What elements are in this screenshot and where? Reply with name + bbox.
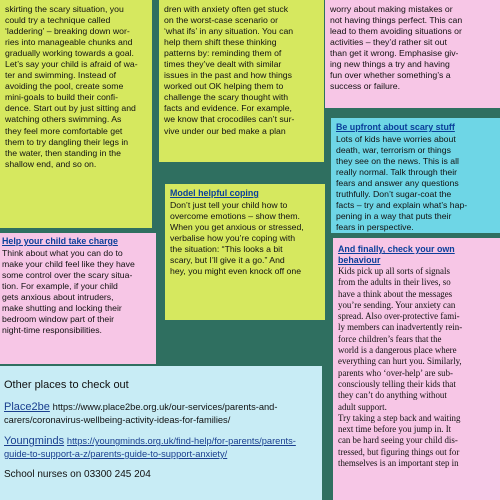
upfront-text: Lots of kids have worries about death, war, terrorism or things they see on the news. This is all really normal. Talk through their fears and answer any questions truthfully. Don’t sugar-coat the facts – try and explain what’s hap- pening in a way that puts their fears in perspective.: [336, 134, 468, 233]
place2be-entry: [4, 401, 318, 427]
take-charge-card: [0, 233, 156, 364]
upfront-card: [331, 118, 500, 233]
coping-text: Don’t just tell your child how to overcome emotions – show them. When you get anxious or stressed, verbalise how you’re coping with the situation: “This looks a bit scary, but I’ll give it a go.” And hey, you might even knock off one: [170, 200, 304, 277]
school-nurses-text: School nurses on 03300 245 204: [4, 469, 151, 480]
youngminds-link[interactable]: Youngminds: [4, 435, 65, 447]
perfectionism-card: [325, 0, 500, 108]
take-charge-text: Think about what you can do to make your child feel like they have some control over the scary situa- tion. For example, if your child gets anxious about intruders, make shutting and locking their bedroom window part of their night-time responsibilities.: [2, 248, 135, 336]
youngminds-url[interactable]: https://youngminds.org.uk/find-help/for-parents/parents-guide-to-support-a-z/parents-guide-to-support-anxiety/: [4, 436, 296, 459]
youngminds-entry: [4, 435, 318, 461]
own-behaviour-text: Kids pick up all sorts of signals from the adults in their lives, so have a think about the messages you’re sending. Your anxiety can spread. Also over-protective fami- ly members can inadvertently rein- force children’s fears that the world is a dangerous place where everything can hurt you. Similarly, parents who ‘over-help’ are sub- consciously telling their kids that they can’t do anything without adult support. Try taking a step back and waiting next time before you jump in. It can be hard seeing your child dis- tressed, but figuring things out for themselves is an important step in: [338, 266, 463, 469]
own-behaviour-heading: And finally, check your own behaviour: [338, 244, 455, 265]
thinking-patterns-text: dren with anxiety often get stuck on the worst-case scenario or ‘what ifs’ in any situation. You can help them shift these thinking patterns by: reminding them of times they’ve dealt with similar issues in the past and how things worked out OK helping them to challenge the scary thought with facts and evidence. For example, we know that crocodiles can’t sur- vive under our bed make a plan: [164, 4, 295, 136]
place2be-link[interactable]: Place2be: [4, 401, 50, 413]
resources-card: [0, 366, 322, 500]
laddering-text: skirting the scary situation, you could try a technique called ‘laddering’ – breaking down wor- ries into manageable chunks and gradually working towards a goal. Let’s say your child is afraid of wa- ter and swimming. Instead of avoiding the pool, create some mini-goals to build their confi- dence. Start out by just sitting and watching others swimming. As they feel more comfortable get them to try dangling their legs in the water, then standing in the shallow end, and so on.: [5, 4, 138, 169]
laddering-card: [0, 0, 152, 228]
thinking-patterns-card: [159, 0, 324, 162]
perfectionism-text: worry about making mistakes or not having things perfect. This can lead to them avoiding situations or activities – they’d rather sit out than get it wrong. Emphasise giv- ing new things a try and having fun over whether something’s a success or failure.: [330, 4, 463, 92]
coping-card: [165, 184, 325, 320]
take-charge-heading: Help your child take charge: [2, 236, 118, 246]
upfront-heading: Be upfront about scary stuff: [336, 122, 455, 132]
own-behaviour-card: [333, 238, 500, 500]
resources-title: Other places to check out: [4, 379, 129, 391]
coping-heading: Model helpful coping: [170, 188, 259, 198]
place2be-url[interactable]: https://www.place2be.org.uk/our-services/parents-and-carers/coronavirus-wellbeing-activity-ideas-for-families/: [4, 402, 278, 425]
